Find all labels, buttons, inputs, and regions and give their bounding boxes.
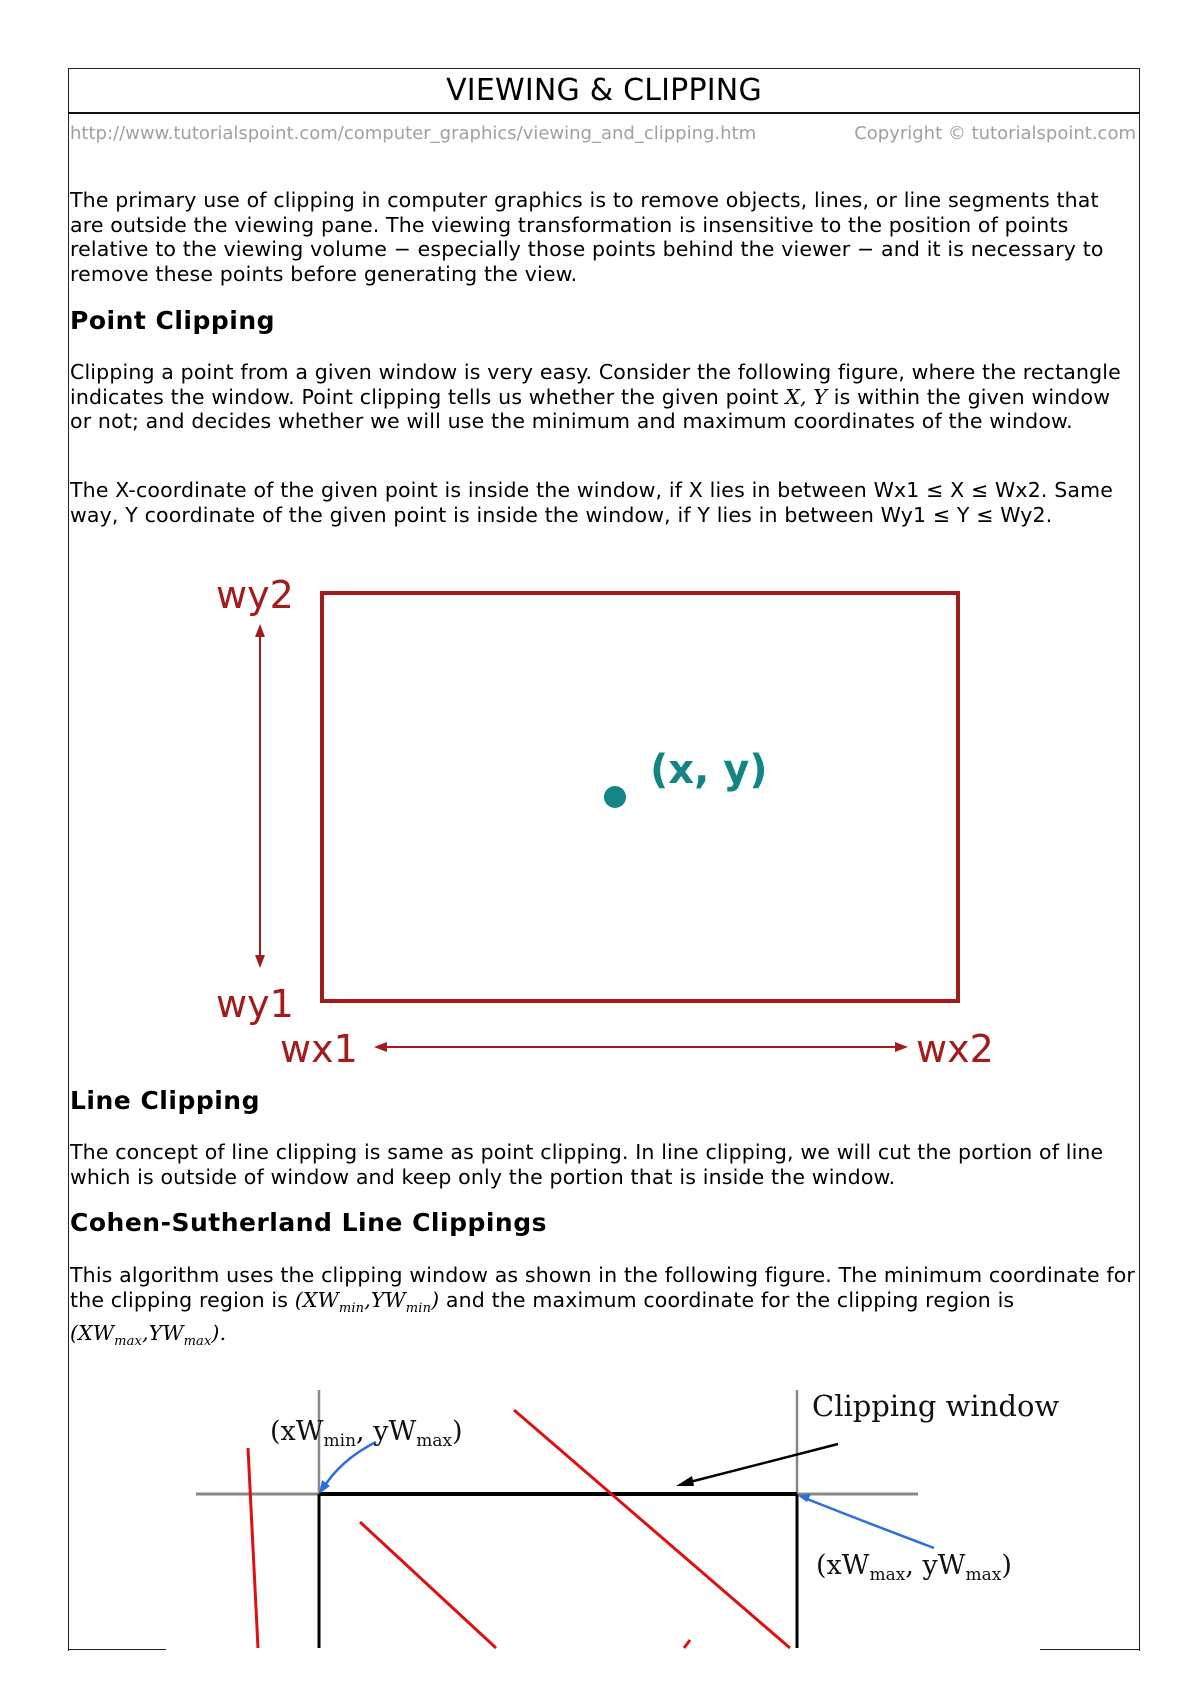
min-sep: , (364, 1287, 371, 1312)
line-clipping-paragraph: The concept of line clipping is same as point clipping. In line clipping, we will cut the portion of line which is outside of window and keep only the portion that is inside the window. (70, 1140, 1104, 1189)
max-yw-sub: max (183, 1334, 212, 1350)
point-math: X, Y (785, 384, 828, 409)
min-xw-sub: min (338, 1300, 365, 1316)
line-segment-outside-left (248, 1448, 258, 1648)
page-title: VIEWING & CLIPPING (68, 68, 1140, 114)
point-text-after: is within the given window or not; and decides whether we will use the minimum and maximum coordinates of the window. (70, 384, 1111, 433)
max-xw-sub: max (114, 1334, 142, 1350)
label-max-corner (816, 1550, 1012, 1585)
max-label-mid: , yW (905, 1550, 966, 1581)
max-label-sub2: max (965, 1565, 1002, 1585)
min-label-open: (xW (270, 1416, 324, 1447)
max-xw: XW (78, 1321, 115, 1346)
max-corner-pointer (802, 1497, 934, 1548)
heading-line-clipping: Line Clipping (70, 1086, 260, 1115)
label-wy2: wy2 (216, 573, 294, 617)
source-url[interactable]: http://www.tutorialspoint.com/computer_graphics/viewing_and_clipping.htm (70, 123, 757, 144)
max-label-close: ) (1001, 1550, 1012, 1581)
min-yw: YW (370, 1287, 406, 1312)
cohen-text-middle: and the maximum coordinate for the clipping region is (439, 1287, 1015, 1312)
cohen-text-before: This algorithm uses the clipping window as shown in the following figure. The minimum coordinate for the clipping region is (70, 1263, 1136, 1312)
min-label-sub2: max (416, 1431, 453, 1451)
min-label-close: ) (452, 1416, 463, 1447)
heading-point-clipping: Point Clipping (70, 306, 276, 335)
label-wy1: wy1 (216, 982, 294, 1026)
window-pointer-head (676, 1476, 694, 1486)
min-close: ) (431, 1287, 440, 1312)
max-yw: YW (148, 1321, 184, 1346)
min-label-sub: min (323, 1431, 357, 1451)
line-segment-inside (360, 1522, 496, 1648)
max-close: ). (211, 1321, 227, 1346)
label-point: (x, y) (650, 747, 768, 793)
min-open: ( (294, 1287, 303, 1312)
label-wx2: wx2 (916, 1027, 994, 1071)
max-label-sub: max (869, 1565, 906, 1585)
heading-cohen-sutherland: Cohen-Sutherland Line Clippings (70, 1208, 547, 1237)
min-xw: XW (302, 1287, 339, 1312)
label-clipping-window: Clipping window (812, 1389, 1060, 1423)
window-pointer-arrow (682, 1444, 838, 1484)
point-range-paragraph: The X-coordinate of the given point is inside the window, if X lies in between Wx1 ≤ X ≤ Wx2. Same way, Y coordinate of the given point is inside the window, if Y lies in between Wy1 ≤ Y ≤ Wy2. (70, 478, 1113, 527)
label-wx1: wx1 (280, 1027, 358, 1071)
copyright-notice: Copyright © tutorialspoint.com (854, 123, 1136, 144)
min-label-mid: , yW (356, 1416, 417, 1447)
max-sep: , (141, 1321, 149, 1346)
max-label-open: (xW (816, 1550, 870, 1581)
min-yw-sub: min (405, 1300, 432, 1316)
label-min-corner (270, 1416, 463, 1451)
line-segment-crossing (514, 1410, 790, 1648)
max-open: ( (70, 1321, 79, 1346)
intro-paragraph: The primary use of clipping in computer graphics is to remove objects, lines, or line segments that are outside the viewing pane. The viewing transformation is insensitive to the position of points relative to the viewing volume − especially those points behind the viewer − and it is necessary to remove these points before generating the view. (70, 188, 1104, 286)
line-segment-stub (684, 1640, 690, 1648)
point-text-before: Clipping a point from a given window is very easy. Consider the following figure, where the rectangle indicates the window. Point clipping tells us whether the given point (70, 360, 1121, 409)
